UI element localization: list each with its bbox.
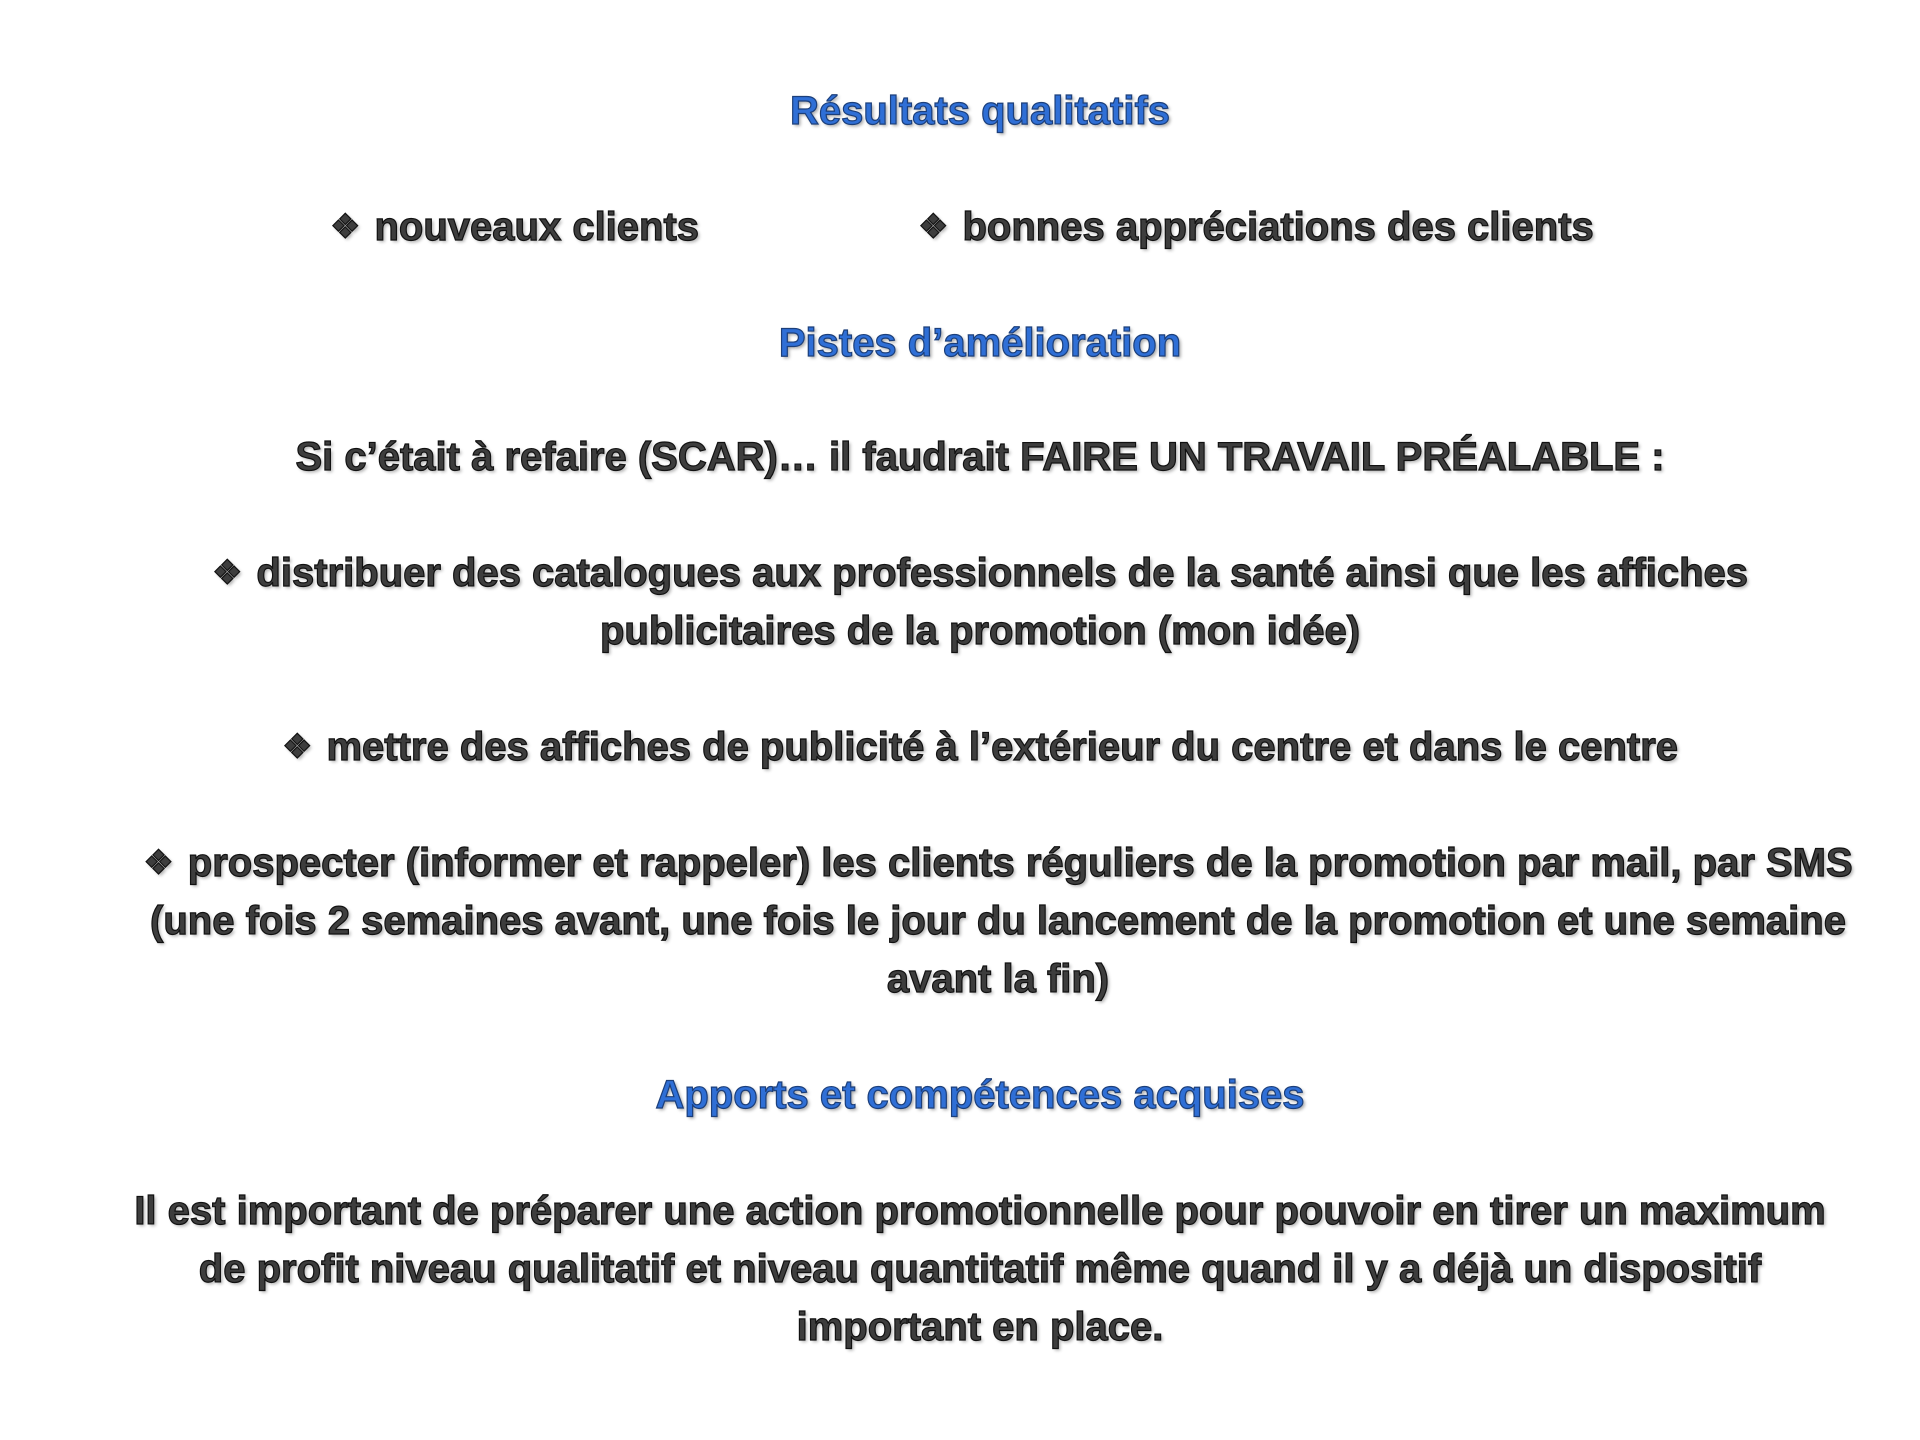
bullet-icon: ❖ — [330, 208, 361, 246]
improvement-item-2 — [180, 718, 1780, 776]
results-item-1 — [330, 198, 750, 256]
improvements-intro: Si c’était à refaire (SCAR)… il faudrait FAIRE UN TRAVAIL PRÉALABLE : — [295, 435, 1665, 479]
results-heading: Résultats qualitatifs — [789, 89, 1171, 133]
skills-text: Il est important de préparer une action promotionnelle pour pouvoir en tirer un maximum de profit niveau qualitatif et niveau quantitatif même quand il y a déjà un dispositif important en place. — [134, 1189, 1826, 1349]
skills-heading: Apports et compétences acquises — [655, 1073, 1305, 1117]
bullet-icon: ❖ — [281, 728, 313, 766]
results-item-1-text: nouveaux clients — [374, 205, 700, 249]
results-item-2 — [918, 198, 1718, 256]
improvements-heading: Pistes d’amélioration — [778, 321, 1182, 365]
improvement-item-3-text: prospecter (informer et rappeler) les clients réguliers de la promotion par mail, par SMS (une fois 2 semaines avant, une fois le jour du lancement de la promotion et une semaine avant la fin) — [150, 841, 1853, 1001]
improvement-item-2-text: mettre des affiches de publicité à l’extérieur du centre et dans le centre — [326, 725, 1679, 769]
improvement-item-1 — [180, 544, 1780, 660]
improvement-item-1-text: distribuer des catalogues aux professionnels de la santé ainsi que les affiches publicitaires de la promotion (mon idée) — [256, 551, 1749, 653]
results-item-2-text: bonnes appréciations des clients — [962, 205, 1594, 249]
bullet-icon: ❖ — [211, 554, 243, 592]
bullet-icon: ❖ — [143, 844, 174, 882]
bullet-icon: ❖ — [918, 208, 949, 246]
improvement-item-3 — [118, 834, 1878, 1008]
